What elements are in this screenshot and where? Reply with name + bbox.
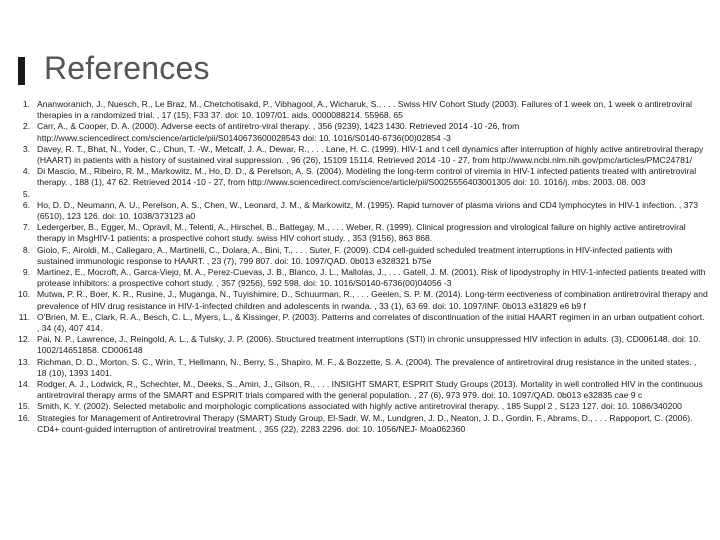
reference-number: 6. bbox=[22, 199, 30, 210]
reference-text bbox=[37, 189, 708, 200]
reference-item bbox=[8, 413, 708, 435]
page-title: References bbox=[44, 50, 210, 86]
reference-text: Richman, D. D., Morton, S. C., Wrin, T., Hellmann, N., Berry, S., Shapiro, M. F., & Bozzette, S. A. (2004). The prevalence of antiretroviral drug resistance in the united states. , 18 (10), 1393 1401. bbox=[37, 356, 697, 378]
reference-text: Ananworanich, J., Nuesch, R., Le Braz, M., Chetchotisakd, P., Vibhagool, A., Wicharuk, S., . . . Swiss HIV Cohort Study (2003). Failures of 1 week on, 1 week o antiretroviral therapies in a randomized trial. , 17 (15), F33 37. doi: 10. 1097/01. aids. 0000088214. 55968. 65 bbox=[37, 99, 693, 121]
reference-text: O'Brien, M. E., Clark, R. A., Besch, C. L., Myers, L., & Kissinger, P. (2003). Patterns and correlates of discontinuation of the initial HAART regimen in an urban outpatient cohort. , 34 (4), 407 414. bbox=[37, 311, 705, 334]
reference-list bbox=[8, 99, 708, 435]
reference-text: Martinez, E., Mocroft, A., Garca-Viejo, M. A., Perez-Cuevas, J. B., Blanco, J. L., Mallolas, J., . . . Gatell, J. M. (2001). Risk of lipodystrophy in HIV-1-infected patients treated with protease inhibitors: a prospective cohort study. , 357 (9256), 592 598. doi: 10. 1016/S0140-6736(00)04056 -3 bbox=[37, 267, 706, 289]
reference-item bbox=[8, 289, 708, 311]
reference-item bbox=[8, 312, 708, 334]
reference-item bbox=[8, 99, 708, 121]
reference-text: Rodger, A. J., Lodwick, R., Schechter, M., Deeks, S., Amin, J., Gilson, R., . . . INSIGHT SMART, ESPRIT Study Groups (2013). Mortality in well controlled HIV in the continuous antiretroviral therapy arms of the SMART and ESPRIT trials compared with the general population. , 27 (6), 973 979. doi: 10. 1097/QAD. 0b013 e32835 cae 9 c bbox=[37, 379, 703, 401]
reference-text: Ho, D. D., Neumann, A. U., Perelson, A. S., Chen, W., Leonard, J. M., & Markowitz, M. (1995). Rapid turnover of plasma virions and CD4 lymphocytes in HIV-1 infection. , 373 (6510), 123 126. doi: 10. 1038/373123 a0 bbox=[37, 199, 699, 222]
reference-number: 4. bbox=[22, 166, 30, 177]
reference-text: Di Mascio, M., Ribeiro, R. M., Markowitz, M., Ho, D. D., & Perelson, A. S. (2004). Modeling the long-term control of viremia in HIV-1 infected patients treated with antiretroviral therapy. , 188 (1), 47 62. Retrieved 2014 -10 - 27, from http://www.sciencedirect.com/science/article/pii/S0025556403001305 doi: 10. 1016/j. mbs. 2003. 08. 003 bbox=[37, 166, 697, 188]
title-accent-bar bbox=[18, 57, 25, 85]
reference-text: Mutwa, P. R., Boer, K. R., Rusine, J., Muganga, N., Tuyishimire, D., Schuurman, R., . . . Geelen, S. P. M. (2014). Long-term eectiveness of combination antiretroviral therapy and prevalence of HIV drug resistance in HIV-1-infected children and adolescents in rwanda. , 33 (1), 63 69. doi: 10. 1097/INF. 0b013 e31829 e6 b9 f bbox=[37, 289, 708, 311]
reference-number: 7. bbox=[22, 222, 30, 233]
reference-item bbox=[8, 200, 708, 222]
reference-item bbox=[8, 189, 708, 200]
reference-text: Davey, R. T., Bhat, N., Yoder, C., Chun, T. -W., Metcalf, J. A., Dewar, R., . . . Lane, H. C. (1999). HIV-1 and t cell dynamics after interruption of highly active antiretroviral therapy (HAART) in patients with a history of sustained viral suppression. , 96 (26), 15109 15114. Retrieved 2014 -10 - 27, from http://www.ncbi.nlm.nih.gov/pmc/articles/PMC24781/ bbox=[37, 143, 704, 166]
reference-text: Strategies for Management of Antiretroviral Therapy (SMART) Study Group, El-Sadr, W. M., Lundgren, J. D., Neaton, J. D., Gordin, F., Abrams, D., . . . Rappoport, C. (2006). CD4+ count-guided interruption of antiretroviral treatment. , 355 (22), 2283 2296. doi: 10. 1056/NEJ- Moa062360 bbox=[37, 412, 693, 434]
reference-text: Smith, K. Y. (2002). Selected metabolic and morphologic complications associated with highly active antiretroviral therapy. , 185 Suppl 2 , S123 127. doi: 10. 1086/340200 bbox=[37, 401, 682, 412]
reference-item bbox=[8, 121, 708, 143]
reference-number: 3. bbox=[22, 143, 30, 154]
reference-text: Gioio, F., Airoldi, M., Callegaro, A., Martinelli, C., Dolara, A., Bini, T., . . . Suter, F. (2009). CD4 cell-guided scheduled treatment interruptions in HIV-infected patients with sustained immunologic response to HAART. , 23 (7), 799 807. doi: 10. 1097/QAD. 0b013 e328321 b75e bbox=[37, 244, 673, 266]
reference-number: 9. bbox=[22, 267, 30, 278]
reference-text: Ledergerber, B., Egger, M., Opravil, M., Telenti, A., Hirschel, B., Battegay, M., . . . Weber, R. (1999). Clinical progression and virological failure on highly active antiretroviral therapy in MsgHIV-1 patients: a prospective cohort study. swiss HIV cohort study. , 353 (9156), 863 868. bbox=[37, 222, 686, 244]
reference-number: 10. bbox=[18, 289, 30, 300]
reference-item bbox=[8, 334, 708, 356]
reference-number: 16. bbox=[18, 412, 30, 423]
reference-item bbox=[8, 222, 708, 244]
reference-text: Carr, A., & Cooper, D. A. (2000). Adverse eects of antiretro-viral therapy. , 356 (9239), 1423 1430. Retrieved 2014 -10 -26, from http://www.sciencedirect.com/science/article/pii/S0140673600028543 doi: 10. 1016/S0140-6736(00)02854 -3 bbox=[37, 121, 520, 143]
reference-item bbox=[8, 379, 708, 401]
reference-item bbox=[8, 401, 708, 412]
reference-item bbox=[8, 357, 708, 379]
reference-item bbox=[8, 267, 708, 289]
reference-number: 5. bbox=[22, 188, 30, 199]
reference-item bbox=[8, 144, 708, 166]
reference-number: 14. bbox=[18, 379, 30, 390]
reference-number: 11. bbox=[18, 311, 30, 322]
reference-item bbox=[8, 245, 708, 267]
reference-number: 15. bbox=[18, 401, 30, 412]
reference-number: 1. bbox=[22, 99, 30, 109]
reference-number: 8. bbox=[22, 244, 30, 255]
reference-number: 12. bbox=[18, 334, 30, 345]
reference-item bbox=[8, 166, 708, 188]
reference-number: 2. bbox=[22, 121, 30, 132]
reference-number: 13. bbox=[18, 356, 30, 367]
reference-text: Pai, N. P., Lawrence, J., Reingold, A. L., & Tulsky, J. P. (2006). Structured treatment interruptions (STI) in chronic unsuppressed HIV infection in adults. (3), CD006148. doi: 10. 1002/14651858. CD006148 bbox=[37, 334, 701, 356]
